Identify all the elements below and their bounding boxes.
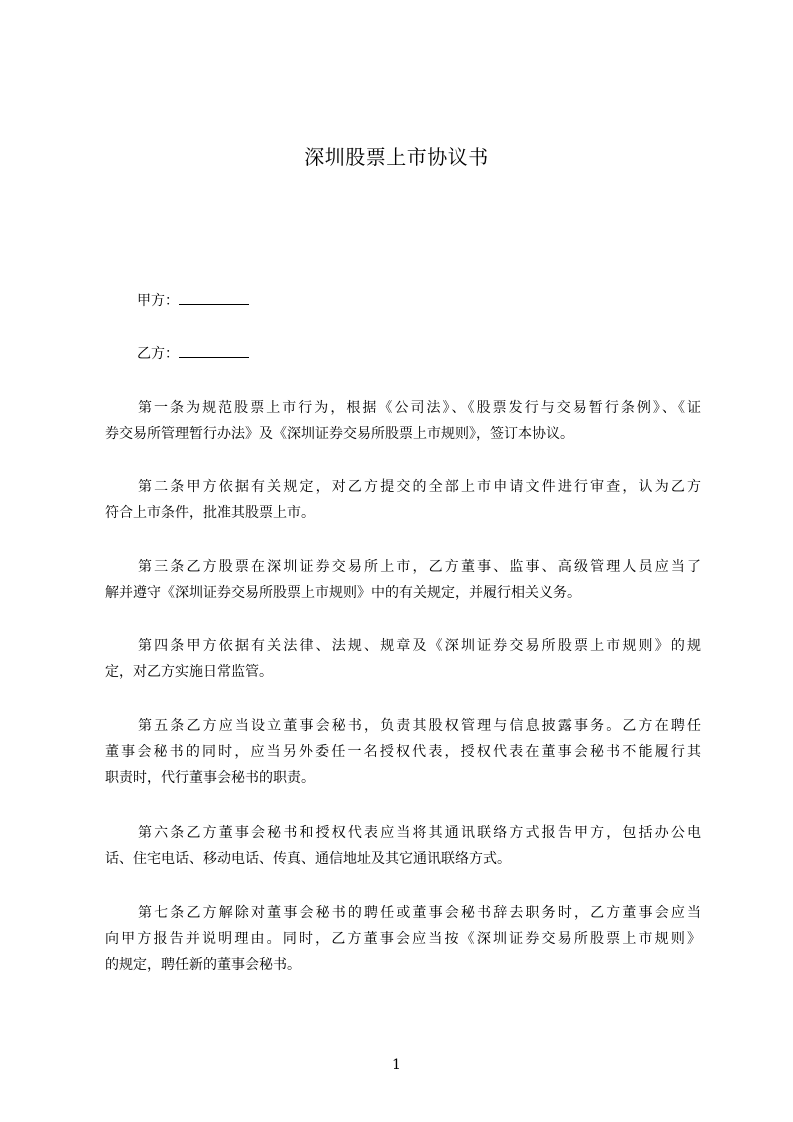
clause-7 — [105, 900, 701, 978]
document-title: 深圳股票上市协议书 — [304, 145, 489, 169]
clause-5 — [105, 713, 701, 791]
party-b-label: 乙方： — [137, 346, 179, 362]
party-a-line — [137, 290, 249, 311]
clause-line: 董事会秘书的同时，应当另外委任一名授权代表，授权代表在董事会秘书不能履行其 — [105, 744, 701, 760]
clause-line: 第三条乙方股票在深圳证券交易所上市，乙方董事、监事、高级管理人员应当了 — [138, 559, 701, 575]
clause-line: 第一条为规范股票上市行为，根据《公司法》、《股票发行与交易暂行条例》、《证 — [138, 400, 701, 416]
party-b-line — [137, 343, 249, 364]
clause-line: 的规定，聘任新的董事会秘书。 — [105, 957, 301, 973]
clause-line: 券交易所管理暂行办法》及《深圳证券交易所股票上市规则》，签订本协议。 — [105, 426, 574, 442]
clause-3 — [105, 554, 701, 606]
page-number: 1 — [392, 1057, 401, 1073]
clause-line: 符合上市条件，批准其股票上市。 — [105, 505, 315, 521]
party-b-blank — [179, 343, 249, 358]
clause-line: 第七条乙方解除对董事会秘书的聘任或董事会秘书辞去职务时，乙方董事会应当 — [138, 905, 701, 921]
clause-line: 定，对乙方实施日常监管。 — [105, 664, 273, 680]
clause-line: 第四条甲方依据有关法律、法规、规章及《深圳证券交易所股票上市规则》的规 — [138, 638, 701, 654]
clause-line: 第二条甲方依据有关规定，对乙方提交的全部上市申请文件进行审查，认为乙方 — [138, 479, 701, 495]
clause-4 — [105, 633, 701, 685]
clause-line: 职责时，代行董事会秘书的职责。 — [105, 770, 315, 786]
clause-line: 话、住宅电话、移动电话、传真、通信地址及其它通讯联络方式。 — [105, 851, 511, 867]
clause-line: 解并遵守《深圳证券交易所股票上市规则》中的有关规定，并履行相关义务。 — [105, 585, 581, 601]
party-a-blank — [179, 290, 249, 305]
party-a-label: 甲方： — [137, 293, 179, 309]
clause-line: 第六条乙方董事会秘书和授权代表应当将其通讯联络方式报告甲方，包括办公电 — [138, 825, 701, 841]
clause-line: 向甲方报告并说明理由。同时，乙方董事会应当按《深圳证券交易所股票上市规则》 — [105, 931, 701, 947]
clause-1 — [105, 395, 701, 447]
clause-line: 第五条乙方应当设立董事会秘书，负责其股权管理与信息披露事务。乙方在聘任 — [138, 718, 701, 734]
clause-6 — [105, 820, 701, 872]
clause-2 — [105, 474, 701, 526]
